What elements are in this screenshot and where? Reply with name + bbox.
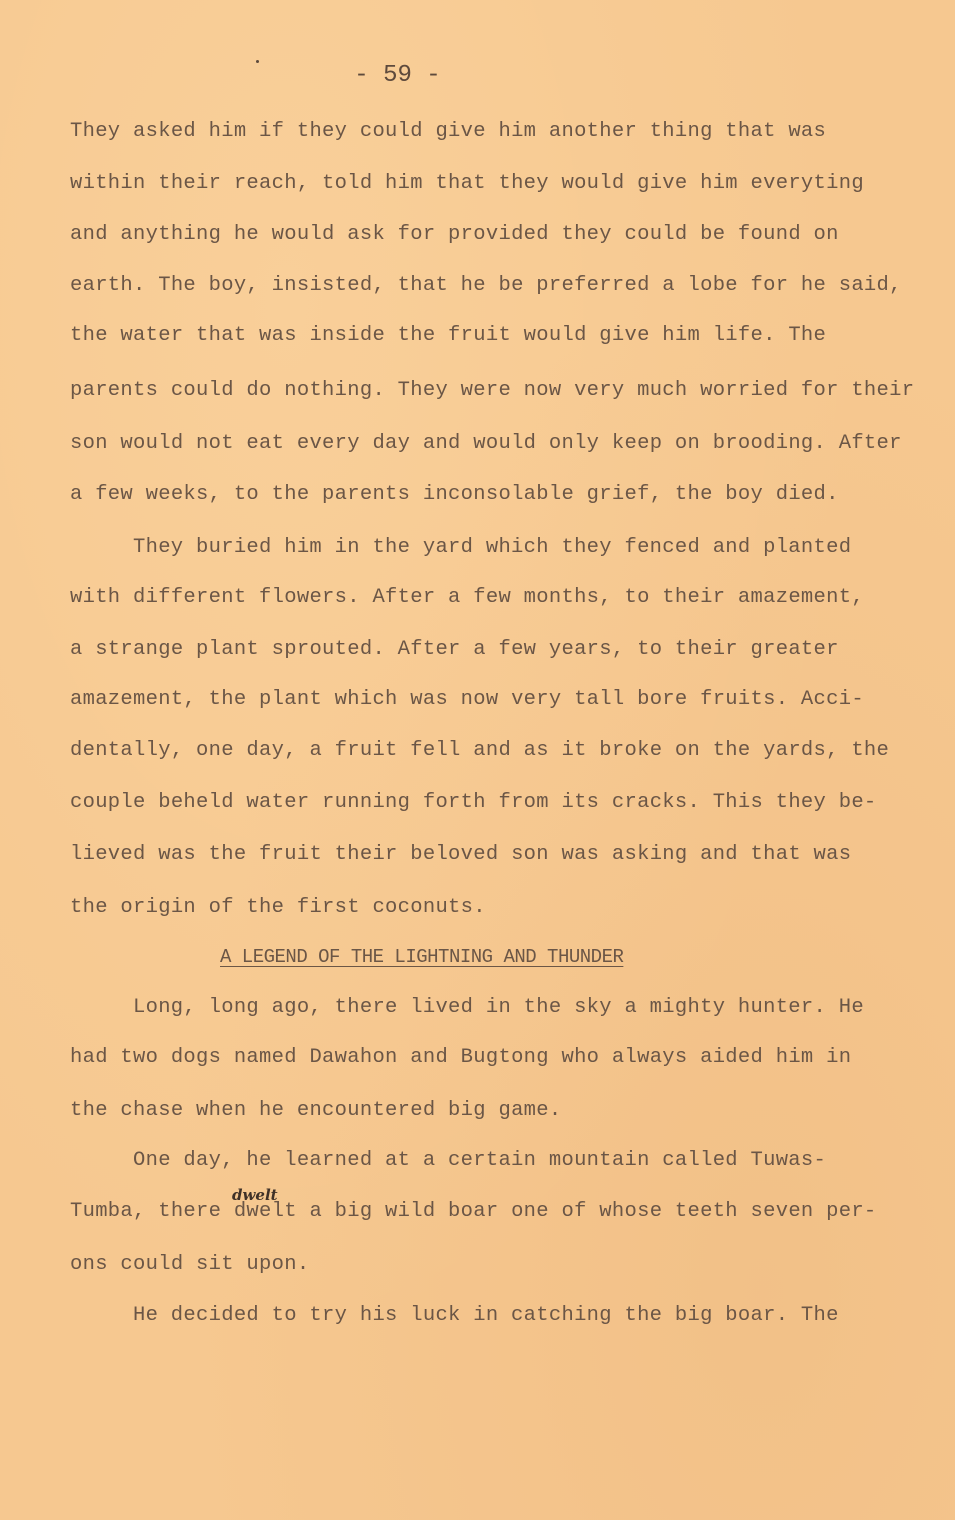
text-line: amazement, the plant which was now very tall bore fruits. Acci- <box>70 688 864 711</box>
text-line: He decided to try his luck in catching the big boar. The <box>133 1304 839 1327</box>
text-line: had two dogs named Dawahon and Bugtong who always aided him in <box>70 1046 852 1069</box>
text-line: ons could sit upon. <box>70 1253 310 1276</box>
text-line: the chase when he encountered big game. <box>70 1099 562 1122</box>
text-line: within their reach, told him that they would give him everyting <box>70 172 864 195</box>
text-line: parents could do nothing. They were now very much worried for their <box>70 379 915 402</box>
text-line: One day, he learned at a certain mountain called Tuwas- <box>133 1149 827 1172</box>
text-line: They asked him if they could give him another thing that was <box>70 120 827 143</box>
text-line: Tumba, there dwelt a big wild boar one of whose teeth seven per- <box>70 1200 877 1223</box>
text-line: son would not eat every day and would only keep on brooding. After <box>70 432 902 455</box>
section-heading: A LEGEND OF THE LIGHTNING AND THUNDER <box>220 946 624 968</box>
text-line: couple beheld water running forth from its cracks. This they be- <box>70 791 877 814</box>
text-line: the origin of the first coconuts. <box>70 896 486 919</box>
text-line: They buried him in the yard which they fenced and planted <box>133 536 852 559</box>
text-line: earth. The boy, insisted, that he be preferred a lobe for he said, <box>70 274 902 297</box>
text-line: a few weeks, to the parents inconsolable grief, the boy died. <box>70 483 839 506</box>
text-line: and anything he would ask for provided they could be found on <box>70 223 839 246</box>
text-line: a strange plant sprouted. After a few years, to their greater <box>70 638 839 661</box>
text-line: the water that was inside the fruit would give him life. The <box>70 324 827 347</box>
text-line: Long, long ago, there lived in the sky a mighty hunter. He <box>133 996 864 1019</box>
text-line: lieved was the fruit their beloved son was asking and that was <box>70 843 852 866</box>
page-number: - 59 - <box>354 62 441 89</box>
text-line: dentally, one day, a fruit fell and as it broke on the yards, the <box>70 739 890 762</box>
handwritten-correction: dwelt <box>232 1186 278 1204</box>
text-line: with different flowers. After a few months, to their amazement, <box>70 586 864 609</box>
